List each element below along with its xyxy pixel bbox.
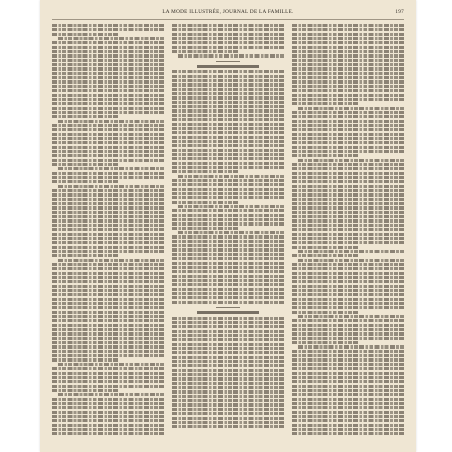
text-line — [292, 332, 404, 335]
text-line — [292, 202, 404, 205]
text-line — [292, 298, 404, 301]
text-line — [172, 41, 284, 44]
text-line — [52, 302, 164, 305]
text-line — [292, 46, 404, 49]
text-line — [172, 412, 284, 415]
text-line — [292, 385, 404, 388]
text-line — [52, 76, 164, 79]
text-line — [52, 419, 164, 422]
text-line — [172, 101, 284, 104]
text-line — [292, 111, 404, 114]
text-line — [178, 231, 284, 234]
text-line — [292, 285, 404, 288]
text-line — [52, 206, 164, 209]
text-line — [292, 389, 404, 392]
text-line — [52, 306, 164, 309]
text-line — [172, 196, 284, 199]
text-line — [172, 292, 284, 295]
text-line — [172, 343, 284, 346]
text-line — [52, 111, 164, 114]
text-line — [172, 227, 239, 230]
text-line — [292, 424, 404, 427]
text-line — [52, 406, 164, 409]
text-line — [52, 415, 164, 418]
text-line — [172, 183, 284, 186]
text-line — [172, 33, 284, 36]
text-line — [292, 237, 404, 240]
text-line — [292, 167, 404, 170]
text-line — [292, 133, 404, 136]
text-line — [292, 406, 404, 409]
text-line — [292, 415, 404, 418]
text-line — [52, 233, 164, 236]
text-line — [172, 127, 284, 130]
text-line — [292, 163, 404, 166]
text-line — [172, 390, 284, 393]
text-line — [292, 198, 404, 201]
text-line — [172, 334, 284, 337]
text-line — [292, 85, 404, 88]
text-line — [292, 189, 404, 192]
text-line — [292, 337, 404, 340]
text-column-right — [292, 24, 404, 442]
text-line — [292, 319, 404, 322]
text-line — [52, 41, 164, 44]
text-line — [172, 114, 284, 117]
text-line — [178, 205, 284, 208]
text-line — [172, 144, 284, 147]
text-line — [298, 345, 404, 348]
text-line — [292, 293, 404, 296]
text-line — [172, 149, 284, 152]
text-line — [292, 358, 404, 361]
text-line — [58, 167, 164, 170]
text-line — [292, 419, 404, 422]
text-line — [52, 389, 119, 392]
text-line — [172, 192, 284, 195]
text-line — [292, 54, 404, 57]
text-line — [292, 154, 359, 157]
text-line — [52, 350, 164, 353]
text-line — [58, 37, 164, 40]
text-line — [52, 372, 164, 375]
text-line — [172, 257, 284, 260]
text-line — [292, 120, 404, 123]
text-line — [52, 411, 164, 414]
text-line — [172, 377, 284, 380]
text-line — [52, 54, 164, 57]
section-heading — [197, 65, 259, 68]
text-line — [52, 272, 164, 275]
text-line — [52, 250, 164, 253]
text-line — [172, 105, 284, 108]
text-line — [292, 28, 404, 31]
text-line — [178, 54, 284, 57]
text-line — [292, 146, 404, 149]
text-line — [172, 153, 284, 156]
text-line — [292, 393, 404, 396]
text-line — [292, 124, 404, 127]
text-line — [292, 328, 404, 331]
text-line — [292, 311, 359, 314]
header-rule — [52, 19, 404, 20]
text-line — [52, 267, 164, 270]
text-line — [292, 150, 404, 153]
text-line — [52, 432, 164, 435]
text-line — [172, 209, 284, 212]
text-line — [58, 185, 164, 188]
text-line — [172, 421, 284, 424]
page-number: 197 — [395, 9, 404, 15]
text-line — [292, 76, 404, 79]
text-line — [172, 157, 284, 160]
text-line — [292, 98, 404, 101]
text-line — [172, 235, 284, 238]
text-line — [52, 72, 164, 75]
text-line — [52, 211, 164, 214]
text-line — [292, 233, 404, 236]
page-header — [40, 9, 416, 19]
text-line — [172, 325, 284, 328]
text-line — [52, 367, 164, 370]
text-line — [172, 46, 284, 49]
text-line — [292, 185, 404, 188]
text-line — [292, 141, 404, 144]
text-line — [172, 162, 284, 165]
text-line — [172, 395, 284, 398]
text-line — [292, 206, 404, 209]
text-line — [292, 254, 359, 257]
text-line — [52, 276, 164, 279]
text-line — [292, 363, 404, 366]
text-line — [292, 402, 404, 405]
text-line — [172, 364, 284, 367]
text-line — [172, 28, 284, 31]
text-line — [52, 293, 164, 296]
text-line — [292, 224, 404, 227]
text-line — [292, 432, 404, 435]
text-line — [52, 63, 164, 66]
text-line — [52, 345, 164, 348]
text-line — [58, 259, 164, 262]
text-line — [292, 128, 404, 131]
text-line — [172, 288, 284, 291]
text-line — [52, 176, 164, 179]
text-line — [52, 319, 164, 322]
text-line — [52, 358, 119, 361]
text-line — [172, 266, 284, 269]
text-line — [292, 211, 404, 214]
text-line — [52, 263, 164, 266]
text-line — [292, 302, 404, 305]
text-line — [52, 376, 164, 379]
text-line — [52, 380, 164, 383]
text-line — [292, 306, 404, 309]
text-line — [292, 289, 404, 292]
text-line — [52, 150, 164, 153]
text-line — [52, 311, 164, 314]
text-line — [292, 63, 404, 66]
text-line — [172, 386, 284, 389]
text-line — [58, 393, 164, 396]
text-line — [172, 201, 239, 204]
text-line — [52, 202, 164, 205]
text-line — [52, 237, 164, 240]
text-line — [292, 89, 404, 92]
text-line — [172, 136, 284, 139]
text-line — [52, 215, 164, 218]
text-line — [52, 424, 164, 427]
text-line — [298, 250, 404, 253]
text-line — [292, 180, 404, 183]
text-line — [292, 176, 404, 179]
text-line — [172, 356, 284, 359]
text-line — [172, 123, 284, 126]
text-line — [52, 159, 164, 162]
text-line — [172, 296, 284, 299]
text-line — [172, 279, 284, 282]
text-column-left — [52, 24, 164, 442]
text-line — [52, 280, 164, 283]
text-line — [52, 137, 164, 140]
text-line — [52, 46, 164, 49]
text-line — [52, 128, 164, 131]
text-line — [52, 102, 164, 105]
text-line — [52, 354, 164, 357]
text-line — [52, 298, 164, 301]
text-line — [292, 380, 404, 383]
text-line — [172, 270, 284, 273]
text-line — [172, 75, 284, 78]
text-line — [292, 398, 404, 401]
text-line — [292, 115, 404, 118]
text-line — [52, 59, 164, 62]
text-line — [292, 324, 404, 327]
text-line — [292, 280, 404, 283]
text-line — [292, 37, 404, 40]
text-line — [172, 408, 284, 411]
text-line — [52, 337, 164, 340]
text-line — [52, 402, 164, 405]
text-line — [292, 102, 359, 105]
text-line — [292, 215, 404, 218]
text-line — [172, 131, 284, 134]
text-line — [292, 59, 404, 62]
text-line — [52, 228, 164, 231]
text-column-middle — [172, 24, 284, 442]
text-line — [52, 315, 164, 318]
text-line — [172, 96, 284, 99]
text-line — [52, 67, 164, 70]
text-line — [52, 172, 164, 175]
text-line — [52, 324, 164, 327]
text-line — [52, 115, 119, 118]
text-line — [52, 180, 119, 183]
text-line — [58, 363, 164, 366]
text-line — [172, 399, 284, 402]
text-line — [52, 33, 119, 36]
text-line — [292, 137, 404, 140]
text-line — [292, 50, 404, 53]
text-line — [52, 146, 164, 149]
text-line — [52, 198, 164, 201]
text-line — [52, 50, 164, 53]
text-line — [52, 246, 164, 249]
text-line — [172, 92, 284, 95]
text-line — [292, 428, 404, 431]
text-line — [52, 285, 164, 288]
text-line — [52, 28, 164, 31]
text-line — [292, 367, 404, 370]
text-line — [172, 262, 284, 265]
text-line — [172, 373, 284, 376]
text-line — [52, 154, 164, 157]
text-line — [292, 241, 404, 244]
text-line — [172, 37, 284, 40]
text-line — [292, 193, 404, 196]
text-line — [172, 317, 284, 320]
text-line — [172, 214, 284, 217]
section-heading — [197, 311, 259, 314]
text-line — [172, 88, 284, 91]
text-line — [298, 159, 404, 162]
text-line — [292, 411, 404, 414]
text-line — [172, 330, 284, 333]
text-line — [172, 369, 284, 372]
text-line — [52, 107, 164, 110]
text-line — [172, 417, 284, 420]
text-line — [52, 428, 164, 431]
text-line — [172, 360, 284, 363]
text-line — [292, 272, 404, 275]
text-line — [292, 350, 404, 353]
text-line — [52, 141, 164, 144]
text-line — [292, 354, 404, 357]
text-line — [292, 341, 359, 344]
text-line — [52, 224, 164, 227]
text-line — [52, 124, 164, 127]
text-line — [172, 140, 284, 143]
text-line — [172, 253, 284, 256]
text-line — [172, 83, 284, 86]
text-line — [52, 189, 164, 192]
text-line — [292, 276, 404, 279]
text-line — [292, 24, 404, 27]
text-line — [172, 70, 284, 73]
text-line — [52, 85, 164, 88]
text-line — [292, 80, 404, 83]
section-rule — [216, 61, 240, 62]
newspaper-page — [40, 0, 416, 452]
text-line — [172, 222, 284, 225]
text-line — [292, 94, 404, 97]
text-line — [172, 188, 284, 191]
text-line — [52, 163, 119, 166]
text-line — [58, 120, 164, 123]
text-line — [298, 107, 404, 110]
text-line — [298, 315, 404, 318]
text-line — [52, 193, 164, 196]
text-line — [172, 301, 284, 304]
text-line — [172, 118, 284, 121]
text-line — [172, 338, 284, 341]
text-line — [52, 80, 164, 83]
text-line — [52, 254, 119, 257]
text-line — [292, 33, 404, 36]
text-line — [52, 398, 164, 401]
text-line — [52, 385, 164, 388]
text-line — [172, 244, 284, 247]
text-line — [292, 72, 404, 75]
text-line — [172, 382, 284, 385]
text-line — [52, 94, 164, 97]
text-line — [52, 133, 164, 136]
text-line — [172, 347, 284, 350]
text-line — [172, 170, 239, 173]
text-line — [292, 376, 404, 379]
text-line — [172, 403, 284, 406]
text-line — [52, 241, 164, 244]
text-line — [172, 283, 284, 286]
text-line — [172, 79, 284, 82]
text-line — [292, 372, 404, 375]
text-line — [172, 218, 284, 221]
section-rule — [216, 307, 240, 308]
text-line — [52, 328, 164, 331]
text-line — [298, 259, 404, 262]
text-line — [292, 67, 404, 70]
text-line — [292, 263, 404, 266]
text-line — [172, 166, 284, 169]
text-line — [52, 289, 164, 292]
text-line — [52, 24, 164, 27]
text-line — [172, 425, 284, 428]
text-line — [292, 228, 404, 231]
text-line — [292, 246, 359, 249]
text-line — [292, 41, 404, 44]
text-line — [172, 240, 284, 243]
text-line — [52, 89, 164, 92]
text-line — [172, 248, 284, 251]
text-line — [52, 332, 164, 335]
text-line — [172, 275, 284, 278]
text-line — [292, 267, 404, 270]
text-line — [172, 24, 284, 27]
text-line — [52, 98, 164, 101]
text-line — [292, 172, 404, 175]
text-line — [172, 109, 284, 112]
text-line — [172, 321, 284, 324]
text-line — [52, 219, 164, 222]
text-line — [52, 341, 164, 344]
journal-title: LA MODE ILLUSTRÉE, JOURNAL DE LA FAMILLE. — [162, 9, 294, 15]
text-line — [172, 351, 284, 354]
text-line — [292, 219, 404, 222]
text-line — [178, 175, 284, 178]
text-line — [172, 179, 284, 182]
text-line — [172, 50, 239, 53]
